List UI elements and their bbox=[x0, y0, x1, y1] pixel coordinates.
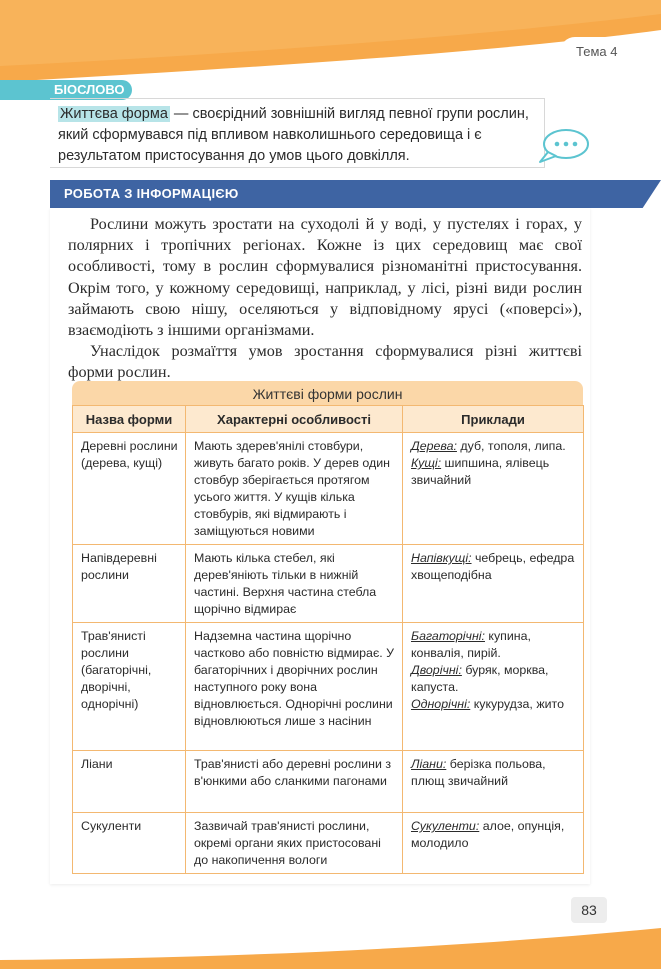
column-header-examples: Приклади bbox=[403, 406, 584, 433]
example-text: купина, конвалія, пирій. bbox=[411, 629, 531, 660]
examples-cell bbox=[403, 813, 584, 874]
features-cell: Надземна частина щорічно частково або повністю відмирає. У багаторічних і дворічних рослин наступного року вона відновлюється. Однорічні рослини відновлюються лише з насінин bbox=[186, 623, 403, 751]
form-name-cell: Ліани bbox=[73, 751, 186, 813]
column-header-features: Характерні особливості bbox=[186, 406, 403, 433]
example-label: Кущі: bbox=[411, 456, 442, 470]
examples-cell bbox=[403, 433, 584, 545]
example-label: Сукуленти: bbox=[411, 819, 480, 833]
example-text: дуб, тополя, липа. bbox=[456, 439, 566, 453]
example-label: Дерева: bbox=[411, 439, 457, 453]
form-name-cell: Напівдеревні рослини bbox=[73, 545, 186, 623]
examples-cell bbox=[403, 751, 584, 813]
example-text: алое, опунція, молодило bbox=[411, 819, 565, 850]
bottom-decorative-band bbox=[0, 900, 661, 969]
table-header-row bbox=[73, 406, 584, 433]
example-label: Багаторічні: bbox=[411, 629, 485, 643]
body-text bbox=[68, 214, 582, 384]
table-row bbox=[73, 433, 584, 545]
bioslovo-term: Життєва форма bbox=[60, 106, 168, 122]
page-number: 83 bbox=[571, 897, 607, 923]
bioslovo-definition bbox=[58, 104, 548, 167]
speech-bubble-icon bbox=[538, 128, 590, 164]
body-paragraph-1: Рослини можуть зростати на суходолі й у воді, у пустелях і горах, у полярних і тропічних регіонах. Кожне із цих середовищ має свої особливості, тому в рослин сформувалися різноманітні пристосування. Окрім того, у кожному середовищі, наприклад, у лісі, різні види рослин займають свою нішу, оселяються у відповідному ярусі («поверсі»), взаємодіють з іншими організмами. bbox=[68, 215, 582, 340]
table-row bbox=[73, 751, 584, 813]
example-label: Напівкущі: bbox=[411, 551, 472, 565]
examples-cell bbox=[403, 623, 584, 751]
theme-label: Тема 4 bbox=[576, 44, 618, 59]
column-header-name: Назва форми bbox=[73, 406, 186, 433]
features-cell: Трав'янисті або деревні рослини з в'юнкими або сланкими пагонами bbox=[186, 751, 403, 813]
examples-cell bbox=[403, 545, 584, 623]
theme-tab bbox=[560, 37, 661, 67]
example-text: кукурудза, жито bbox=[470, 697, 564, 711]
form-name-cell: Сукуленти bbox=[73, 813, 186, 874]
bioslovo-definition-text: — своєрідний зовнішній вигляд певної групи рослин, який сформувався під впливом навколишнього середовища і є результатом пристосування до умов цього довкілля. bbox=[58, 106, 529, 164]
example-text: буряк, морква, капуста. bbox=[411, 663, 549, 694]
features-cell: Зазвичай трав'янисті рослини, окремі органи яких пристосовані до накопичення вологи bbox=[186, 813, 403, 874]
life-forms-table bbox=[72, 381, 583, 874]
example-text: берізка польова, плющ звичайний bbox=[411, 757, 546, 788]
info-section-label: РОБОТА З ІНФОРМАЦІЄЮ bbox=[64, 186, 239, 201]
table-grid bbox=[72, 405, 584, 874]
form-name-cell: Трав'янисті рослини (багаторічні, дворічні, однорічні) bbox=[73, 623, 186, 751]
example-text: шипшина, ялівець звичайний bbox=[411, 456, 550, 487]
example-text: чебрець, ефедра хвощеподібна bbox=[411, 551, 575, 582]
table-row bbox=[73, 623, 584, 751]
features-cell: Мають здерев'янілі стовбури, живуть багато років. У дерев один стовбур зберігається протягом усього життя. У кущів кілька стовбурів, які відмирають і заміщуються новими bbox=[186, 433, 403, 545]
example-label: Ліани: bbox=[411, 757, 447, 771]
top-decorative-band bbox=[0, 0, 661, 82]
features-cell: Мають кілька стебел, які дерев'яніють тільки в нижній частині. Верхня частина стебла щорічно відмирає bbox=[186, 545, 403, 623]
table-title: Життєві форми рослин bbox=[72, 381, 583, 405]
table-row bbox=[73, 545, 584, 623]
form-name-cell: Деревні рослини (дерева, кущі) bbox=[73, 433, 186, 545]
bioslovo-label: БІОСЛОВО bbox=[54, 82, 125, 97]
example-label: Дворічні: bbox=[411, 663, 462, 677]
table-row bbox=[73, 813, 584, 874]
body-paragraph-2: Унаслідок розмаїття умов зростання сформувалися різні життєві форми рослин. bbox=[68, 342, 582, 382]
bioslovo-tag bbox=[0, 80, 132, 100]
example-label: Однорічні: bbox=[411, 697, 471, 711]
